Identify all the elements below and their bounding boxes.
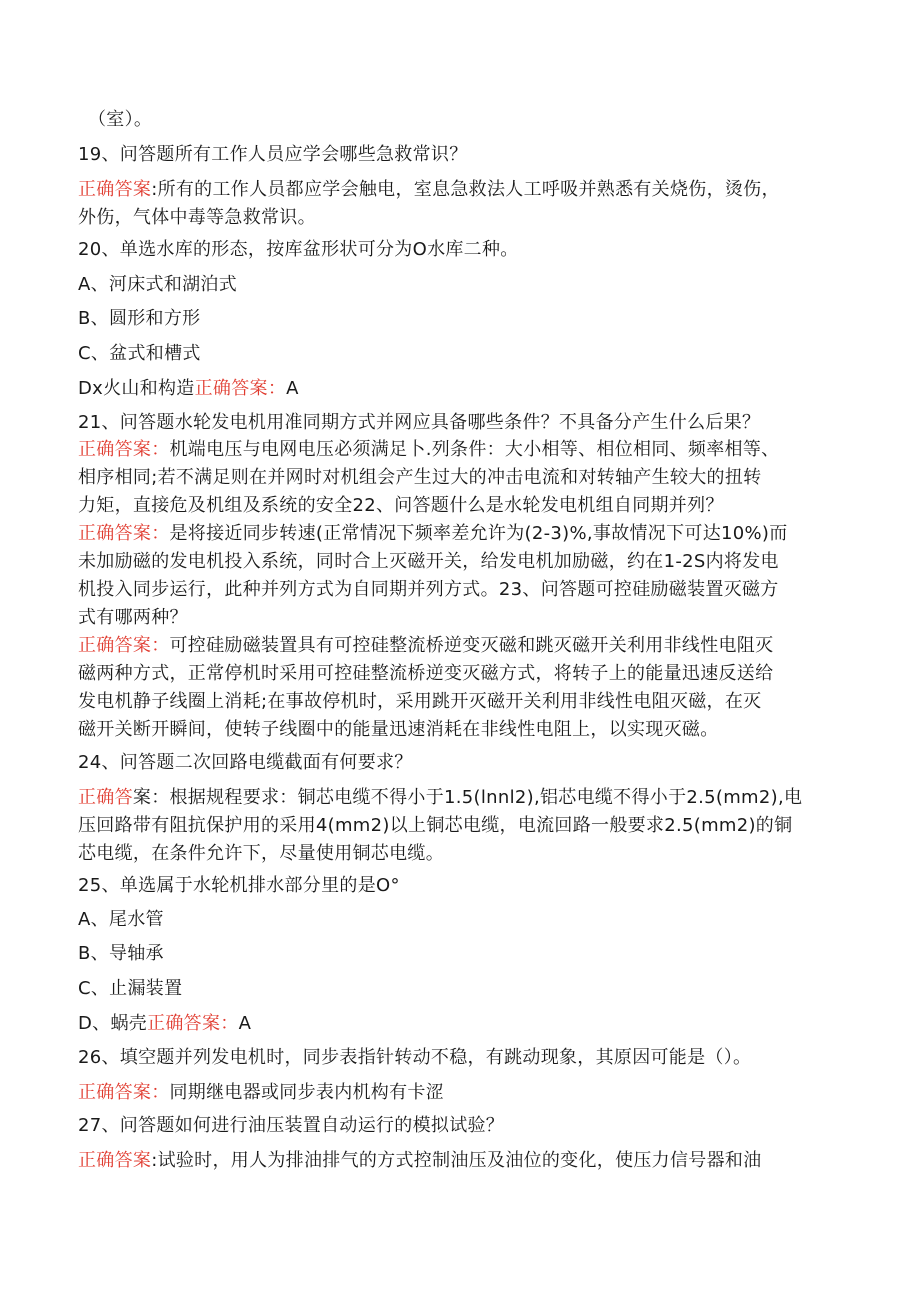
question-20: 20、单选水库的形态，按库盆形状可分为O水库二种。 <box>78 239 519 260</box>
option-c: C、止漏装置 <box>78 978 183 999</box>
text-line: 外伤，气体中毒等急救常识。 <box>78 207 316 228</box>
answer-21-line: 正确答案：机端电压与电网电压必须满足卜.列条件：大小相等、相位相同、频率相等、 <box>78 439 780 460</box>
answer-27-line: 正确答案:试验时，用人为排油排气的方式控制油压及油位的变化，使压力信号器和油 <box>78 1150 762 1171</box>
text-line: 发电机静子线圈上消耗;在事故停机时，采用跳开灭磁开关利用非线性电阻灭磁，在灭 <box>78 691 762 712</box>
text-line: 未加励磁的发电机投入系统，同时合上灭磁开关，给发电机加励磁，约在1-2S内将发电 <box>78 551 779 572</box>
answer-19-line: 正确答案:所有的工作人员都应学会触电，室息急救法人工呼吸并熟悉有关烧伤，烫伤， <box>78 179 780 200</box>
answer-label: 正确答案： <box>194 378 287 399</box>
answer-label: 正确答案： <box>78 439 170 460</box>
option-a: A、尾水管 <box>78 909 164 930</box>
option-d: Dx火山和构造正确答案：A <box>78 378 299 399</box>
text-line: 式有哪两种？ <box>78 607 188 628</box>
answer-23-line: 正确答案：可控硅励磁装置具有可控硅整流桥逆变灭磁和跳灭磁开关利用非线性电阻灭 <box>78 635 774 656</box>
option-b: B、导轴承 <box>78 943 164 964</box>
answer-label: 正确答案： <box>78 523 170 544</box>
text-line: 机投入同步运行，此种并列方式为自同期并列方式。23、问答题可控硅励磁装置灭磁方 <box>78 579 779 600</box>
question-25: 25、单选属于水轮机排水部分里的是O° <box>78 875 400 896</box>
answer-24-line: 正确答案：根据规程要求：铜芯电缆不得小于1.5(lnnl2),铝芯电缆不得小于2.5(mm2),电 <box>78 787 803 808</box>
question-24: 24、问答题二次回路电缆截面有何要求？ <box>78 752 413 773</box>
answer-label: 正确答案 <box>78 179 152 200</box>
option-c: C、盆式和槽式 <box>78 343 201 364</box>
answer-label: 正确答案 <box>78 1150 152 1171</box>
question-21: 21、问答题水轮发电机用准同期方式并网应具备哪些条件？不具备分产生什么后果？ <box>78 412 761 433</box>
text-line: 力矩，直接危及机组及系统的安全22、问答题什么是水轮发电机组自同期并列？ <box>78 495 724 516</box>
text-line: 压回路带有阻抗保护用的采用4(mm2)以上铜芯电缆，电流回路一般要求2.5(mm2)的铜 <box>78 815 793 836</box>
question-27: 27、问答题如何进行油压装置自动运行的模拟试验？ <box>78 1115 505 1136</box>
text-line: 磁两种方式，正常停机时采用可控硅整流桥逆变灭磁方式，将转子上的能量迅速反送给 <box>78 663 774 684</box>
text-line: （室）。 <box>88 109 153 130</box>
text-line: 相序相同;若不满足则在并网时对机组会产生过大的冲击电流和对转轴产生较大的扭转 <box>78 467 762 488</box>
answer-label: 正确答案： <box>78 635 170 656</box>
question-26: 26、填空题并列发电机时，同步表指针转动不稳，有跳动现象，其原因可能是（）。 <box>78 1047 752 1068</box>
question-19: 19、问答题所有工作人员应学会哪些急救常识？ <box>78 144 468 165</box>
answer-label: 正确答 <box>78 787 133 808</box>
answer-22-line: 正确答案：是将接近同步转速(正常情况下频率差允许为(2-3)%,事故情况下可达10%)而 <box>78 523 788 544</box>
text-line: 磁开关断开瞬间，使转子线圈中的能量迅速消耗在非线性电阻上，以实现灭磁。 <box>78 719 719 740</box>
option-a: A、河床式和湖泊式 <box>78 274 238 295</box>
option-b: B、圆形和方形 <box>78 308 201 329</box>
option-d: D、蜗壳正确答案：A <box>78 1013 252 1034</box>
answer-label: 正确答案： <box>147 1013 239 1034</box>
answer-label: 正确答案： <box>78 1082 170 1103</box>
answer-26-line: 正确答案：同期继电器或同步表内机构有卡涩 <box>78 1082 444 1103</box>
text-line: 芯电缆，在条件允许下，尽量使用铜芯电缆。 <box>78 843 444 864</box>
